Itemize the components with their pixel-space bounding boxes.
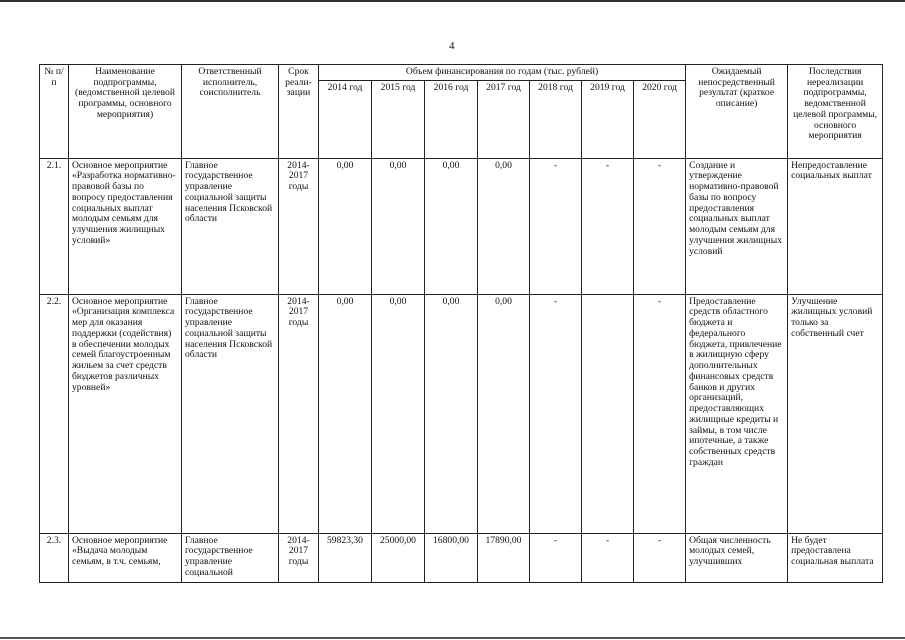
row-responsible: Главное государственное управление социальной защиты населения Псковской области	[182, 294, 279, 533]
value-2017: 0,00	[478, 294, 530, 533]
header-responsible: Ответственный исполнитель, соисполнитель	[182, 65, 279, 159]
header-name: Наименование подпрограммы, (ведомственной целевой программы, основного мероприятия)	[69, 65, 182, 159]
row-num: 2.3.	[40, 533, 69, 582]
value-2015: 0,00	[372, 158, 425, 294]
value-2016: 0,00	[425, 158, 478, 294]
row-name: Основное мероприятие «Организация комплекса мер для оказания поддержки (содействия) в обеспечении молодых семей благоустроенным жильем за счет средств бюджетов различных уровней»	[69, 294, 182, 533]
value-2020: -	[634, 533, 686, 582]
row-term: 2014-2017 годы	[279, 158, 319, 294]
table-row	[40, 294, 883, 533]
value-2019: -	[582, 533, 634, 582]
top-rule	[0, 0, 905, 2]
value-2014: 0,00	[319, 294, 372, 533]
value-2015: 25000,00	[372, 533, 425, 582]
row-consequence: Не будет предоставлена социальная выплата	[788, 533, 883, 582]
header-year-2017: 2017 год	[478, 80, 530, 158]
row-term: 2014-2017 годы	[279, 294, 319, 533]
header-year-2020: 2020 год	[634, 80, 686, 158]
value-2018: -	[530, 158, 582, 294]
table-row	[40, 158, 883, 294]
header-year-2014: 2014 год	[319, 80, 372, 158]
page-number: 4	[449, 40, 455, 52]
value-2016: 16800,00	[425, 533, 478, 582]
row-num: 2.2.	[40, 294, 69, 533]
row-result: Предоставление средств областного бюджета и федерального бюджета, привлечение в жилищную сферу дополнительных финансовых средств банков и других организаций, предоставляющих жилищные кредиты и займы, в том числе ипотечные, а также собственных средств граждан	[686, 294, 788, 533]
row-responsible: Главное государственное управление социальной защиты населения Псковской области	[182, 158, 279, 294]
value-2019: -	[582, 158, 634, 294]
value-2020: -	[634, 158, 686, 294]
header-consequences: Последствия нереализации подпрограммы, ведомственной целевой программы, основного мероприятия	[788, 65, 883, 159]
header-num: № п/п	[40, 65, 69, 159]
value-2014: 59823,30	[319, 533, 372, 582]
value-2018: -	[530, 533, 582, 582]
row-name: Основное мероприятие «Выдача молодым семьям, в т.ч. семьям,	[69, 533, 182, 582]
header-year-2018: 2018 год	[530, 80, 582, 158]
value-2016: 0,00	[425, 294, 478, 533]
value-2020: -	[634, 294, 686, 533]
header-result: Ожидаемый непосредственный результат (краткое описание)	[686, 65, 788, 159]
row-consequence: Улучшение жилищных условий только за собственный счет	[788, 294, 883, 533]
value-2019	[582, 294, 634, 533]
row-result: Общая численность молодых семей, улучшивших	[686, 533, 788, 582]
header-year-2016: 2016 год	[425, 80, 478, 158]
value-2017: 0,00	[478, 158, 530, 294]
row-name: Основное мероприятие «Разработка нормативно-правовой базы по вопросу предоставления социальных выплат молодым семьям для улучшения жилищных условий»	[69, 158, 182, 294]
header-term: Срок реали-зации	[279, 65, 319, 159]
row-consequence: Непредоставление социальных выплат	[788, 158, 883, 294]
value-2014: 0,00	[319, 158, 372, 294]
bottom-rule	[0, 637, 905, 639]
header-row-1	[40, 65, 883, 81]
value-2018: -	[530, 294, 582, 533]
row-result: Создание и утверждение нормативно-правовой базы по вопросу предоставления социальных выплат молодым семьям для улучшения жилищных условий	[686, 158, 788, 294]
value-2015: 0,00	[372, 294, 425, 533]
row-term: 2014-2017 годы	[279, 533, 319, 582]
header-year-2015: 2015 год	[372, 80, 425, 158]
funding-table	[39, 64, 883, 583]
row-responsible: Главное государственное управление социальной	[182, 533, 279, 582]
header-funding: Объем финансирования по годам (тыс. рублей)	[319, 65, 686, 81]
header-year-2019: 2019 год	[582, 80, 634, 158]
table-row	[40, 533, 883, 582]
row-num: 2.1.	[40, 158, 69, 294]
value-2017: 17890,00	[478, 533, 530, 582]
